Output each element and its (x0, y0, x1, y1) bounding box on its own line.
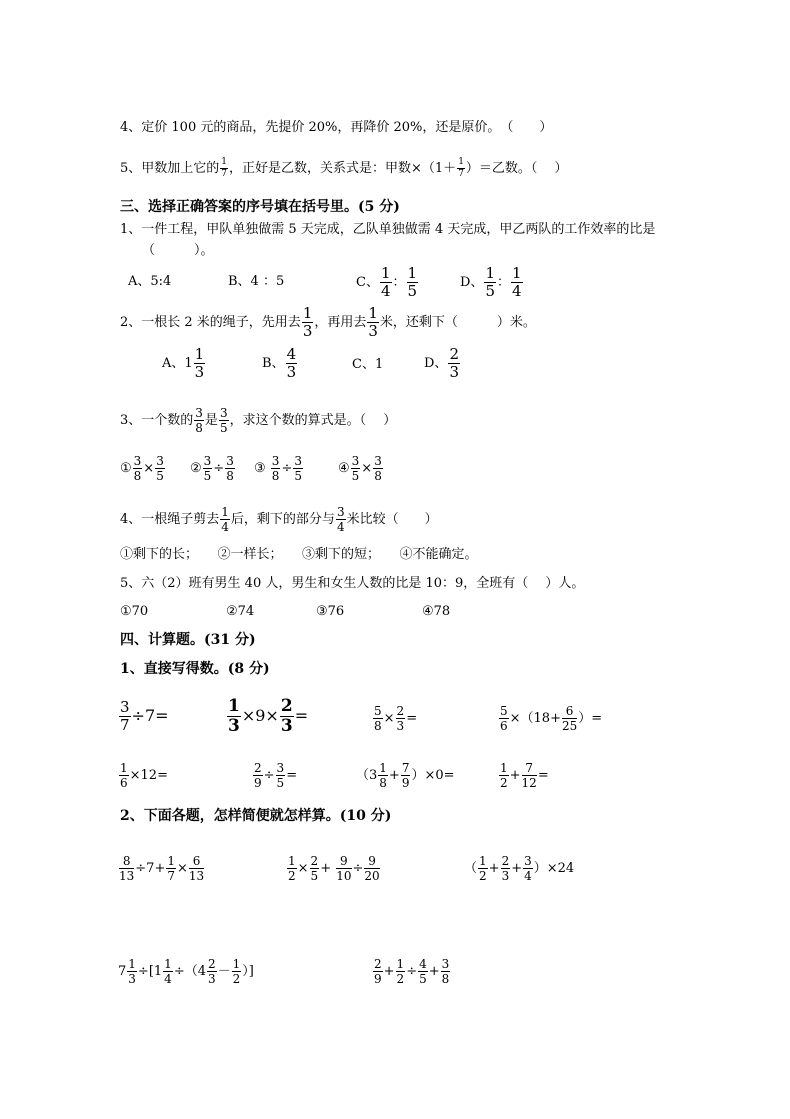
s3-q4-stem: 4、一根绳子剪去 $\frac{1}{4}$ 后，剩下的部分与 $\frac{3}{4}$ 米比较（ ） (120, 505, 438, 534)
s3-q3-stem: 3、一个数的 $\frac{3}{8}$ 是 $\frac{3}{5}$ ，求这个数的算式是。（ ） (120, 406, 397, 435)
calc-r2-e2: $\frac{2}{9}$ ÷ $\frac{3}{5}$ = (254, 761, 298, 790)
calc-r4-e1: 7 $\frac{1}{3}$ ÷[1 $\frac{1}{4}$ ÷（4 $\frac{2}{3}$ － $\frac{1}{2}$ ）] (118, 957, 254, 986)
section-3-title: 三、选择正确答案的序号填在括号里。(5 分) (120, 199, 400, 215)
s3-q3-option-2: ② $\frac{3}{5}$ ÷ $\frac{3}{8}$ (190, 454, 234, 483)
fraction: $\frac{3}{5}$ (351, 454, 360, 483)
calc-r1-e4: $\frac{5}{6}$ ×（18+ $\frac{6}{25}$ ）= (500, 704, 603, 733)
fraction: $\frac{3}{5}$ (156, 454, 164, 483)
fraction: $\frac{3}{5}$ (219, 406, 228, 435)
fraction: $\frac{1}{4}$ (380, 264, 391, 300)
calc-r1-e2: $\frac{1}{3}$ ×9× $\frac{2}{3}$ = (228, 696, 309, 736)
fraction: $\frac{1}{2}$ (288, 854, 296, 883)
judge-item-4: 4、定价 100 元的商品，先提价 20%，再降价 20%，还是原价。 （ ） (120, 120, 553, 135)
s3-q3-option-4: ④ $\frac{3}{5}$ × $\frac{3}{8}$ (338, 454, 382, 483)
fraction: $\frac{4}{3}$ (286, 345, 297, 381)
fraction: $\frac{1}{2}$ (232, 957, 241, 986)
fraction: $\frac{2}{3}$ (501, 854, 510, 883)
calc-r3-e3: （ $\frac{1}{2}$ + $\frac{2}{3}$ + $\frac{3}{4}$ ）×24 (464, 854, 575, 883)
fraction: $\frac{1}{4}$ (512, 264, 522, 300)
fraction: $\frac{1}{4}$ (164, 957, 172, 986)
s3-q1-line2: （ ）。 (142, 243, 214, 258)
calc-r1-e1: $\frac{3}{7}$ ÷7= (120, 698, 169, 734)
fraction: $\frac{1}{7}$ (167, 854, 175, 883)
fraction: $\frac{2}{9}$ (374, 957, 382, 986)
fraction: $\frac{3}{4}$ (524, 854, 532, 883)
s3-q1-line1: 1、一件工程，甲队单独做需 5 天完成，乙队单独做需 4 天完成，甲乙两队的工作效率的比是 (120, 222, 656, 237)
calc-r1-e3: $\frac{5}{8}$ × $\frac{2}{3}$ = (374, 704, 418, 733)
fraction: $\frac{4}{5}$ (419, 957, 427, 986)
s3-q3-option-1: ① $\frac{3}{8}$ × $\frac{3}{5}$ (120, 454, 164, 483)
s3-q5-option-1: ①70 (120, 604, 149, 619)
s3-q2-option-a: A、1 $\frac{1}{3}$ (162, 345, 205, 381)
fraction: $\frac{3}{8}$ (226, 454, 234, 483)
fraction: $\frac{1}{3}$ (128, 957, 136, 986)
s3-q5-option-3: ③76 (316, 604, 345, 619)
fraction: $\frac{9}{10}$ (336, 854, 352, 883)
s3-q5-option-4: ④78 (422, 604, 451, 619)
calc-r2-e4: $\frac{1}{2}$ + $\frac{7}{12}$ = (500, 761, 549, 790)
calc-r4-e2: $\frac{2}{9}$ + $\frac{1}{2}$ ÷ $\frac{4}{5}$ + $\frac{3}{8}$ (374, 957, 450, 986)
fraction: $\frac{2}{3}$ (207, 957, 216, 986)
fraction: $\frac{1}{3}$ (228, 696, 240, 736)
section-4-sub1: 1、直接写得数。(8 分) (120, 661, 270, 677)
fraction: $\frac{1}{2}$ (500, 761, 508, 790)
s3-q5-option-2: ②74 (226, 604, 255, 619)
fraction: $\frac{1}{6}$ (120, 761, 128, 790)
fraction: $\frac{3}{8}$ (441, 957, 450, 986)
fraction: $\frac{7}{12}$ (521, 761, 537, 790)
judge-item-5: 5、甲数加上它的 $\frac{1}{7}$ ，正好是乙数，关系式是：甲数×（1＋ $\frac{1}{7}$ ）＝乙数。（ ） (120, 157, 568, 179)
fraction: $\frac{3}{5}$ (294, 454, 302, 483)
fraction: $\frac{6}{13}$ (188, 854, 205, 883)
fraction: $\frac{1}{7}$ (458, 157, 464, 179)
s3-q4-options: ①剩下的长； ②一样长； ③剩下的短； ④不能确定。 (120, 547, 478, 562)
fraction: $\frac{1}{4}$ (221, 505, 229, 534)
calc-r3-e2: $\frac{1}{2}$ × $\frac{2}{5}$ + $\frac{9}{10}$ ÷ $\frac{9}{20}$ (288, 854, 380, 883)
s3-q1-option-c: C、 $\frac{1}{4}$ ： $\frac{1}{5}$ (356, 264, 418, 300)
fraction: $\frac{1}{3}$ (302, 304, 313, 340)
fraction: $\frac{3}{8}$ (195, 406, 203, 435)
fraction: $\frac{3}{8}$ (133, 454, 142, 483)
s3-q2-option-c: C、1 (352, 357, 384, 372)
fraction: $\frac{3}{8}$ (374, 454, 382, 483)
fraction: $\frac{2}{3}$ (280, 696, 293, 736)
fraction: $\frac{1}{7}$ (221, 157, 228, 179)
fraction: $\frac{2}{3}$ (449, 345, 459, 381)
fraction: $\frac{5}{8}$ (374, 704, 382, 733)
s3-q2-option-d: D、 $\frac{2}{3}$ (424, 345, 459, 381)
fraction: $\frac{6}{25}$ (561, 704, 578, 733)
fraction: $\frac{1}{8}$ (379, 761, 387, 790)
fraction: $\frac{2}{9}$ (254, 761, 262, 790)
fraction: $\frac{9}{20}$ (364, 854, 380, 883)
fraction: $\frac{1}{5}$ (407, 264, 418, 300)
fraction: $\frac{1}{2}$ (396, 957, 405, 986)
fraction: $\frac{1}{2}$ (479, 854, 487, 883)
fraction: $\frac{2}{3}$ (396, 704, 405, 733)
s3-q1-option-a: A、5:4 (128, 274, 172, 289)
fraction: $\frac{3}{8}$ (271, 454, 280, 483)
s3-q2-stem: 2、一根长 2 米的绳子，先用去 $\frac{1}{3}$ ，再用去 $\frac{1}{3}$ 米，还剩下（ ）米。 (120, 304, 536, 340)
calc-r2-e3: （3 $\frac{1}{8}$ + $\frac{7}{9}$ ）×0= (356, 761, 455, 790)
fraction: $\frac{1}{3}$ (194, 345, 205, 381)
fraction: $\frac{1}{5}$ (485, 264, 495, 300)
s3-q1-option-d: D、 $\frac{1}{5}$ ： $\frac{1}{4}$ (460, 264, 522, 300)
section-4-sub2: 2、下面各题，怎样简便就怎样算。(10 分) (120, 808, 392, 824)
fraction: $\frac{3}{7}$ (120, 698, 130, 734)
s3-q5-stem: 5、六（2）班有男生 40 人，男生和女生人数的比是 10：9，全班有（ ）人。 (120, 576, 585, 591)
fraction: $\frac{3}{4}$ (336, 505, 345, 534)
s3-q3-option-3: ③ $\frac{3}{8}$ ÷ $\frac{3}{5}$ (254, 454, 302, 483)
calc-r2-e1: $\frac{1}{6}$ ×12= (120, 761, 168, 790)
fraction: $\frac{3}{5}$ (276, 761, 285, 790)
fraction: $\frac{2}{5}$ (310, 854, 319, 883)
section-4-title: 四、计算题。(31 分) (120, 632, 256, 648)
fraction: $\frac{1}{3}$ (368, 304, 378, 340)
fraction: $\frac{8}{13}$ (119, 854, 135, 883)
s3-q2-option-b: B、 $\frac{4}{3}$ (262, 345, 297, 381)
fraction: $\frac{5}{6}$ (500, 704, 508, 733)
fraction: $\frac{3}{5}$ (203, 454, 212, 483)
fraction: $\frac{7}{9}$ (401, 761, 410, 790)
s3-q1-option-b: B、4 ：5 (228, 274, 285, 289)
calc-r3-e1: $\frac{8}{13}$ ÷7+ $\frac{1}{7}$ × $\frac{6}{13}$ (119, 854, 205, 883)
